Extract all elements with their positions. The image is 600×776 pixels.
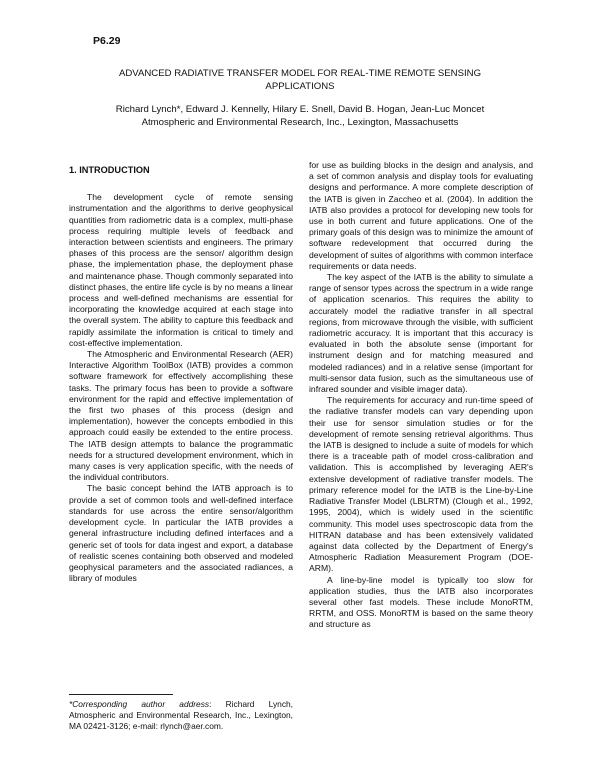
paragraph: The basic concept behind the IATB approach is to provide a set of common tools and well-defined interface standards for use across the entire sensor/algorithm development cycle. In particular the IATB provides a general infrastructure including defined interfaces and a generic set of tools for data ingest and export, a database of realistic scenes containing both observed and modeled geophysical parameters and the associated radiances, a library of modules [69, 483, 293, 584]
footnote [69, 699, 293, 733]
title-line-2: APPLICATIONS [265, 81, 335, 92]
affiliation: Atmospheric and Environmental Research, Inc., Lexington, Massachusetts [141, 117, 459, 128]
left-column [69, 160, 293, 584]
footnote-divider [69, 694, 173, 695]
paper-title [95, 67, 505, 93]
paragraph: The Atmospheric and Environmental Research (AER) Interactive Algorithm ToolBox (IATB) provides a common software framework for effectively accomplishing these tasks. The primary focus has been to provide a software environment for the rapid and effective implementation of the first two phases of this process (design and implementation), however the concepts embodied in this approach could easily be extended to the entire process. The IATB design attempts to balance the programmatic needs for a structured development environment, which in many cases is very application specific, with the needs of the individual contributors. [69, 349, 293, 483]
title-line-1: ADVANCED RADIATIVE TRANSFER MODEL FOR REAL-TIME REMOTE SENSING [118, 68, 482, 79]
section-heading: 1. INTRODUCTION [69, 165, 150, 175]
paragraph: The key aspect of the IATB is the ability to simulate a range of sensor types across the spectrum in a wide range of application scenarios. This requires the ability to accurately model the radiative transfer in all spectral regions, from microwave through the visible, with sufficient radiometric accuracy. It is important that this accuracy is evaluated in both the absolute sense (important for instrument design and for matching measured and modeled radiances) and in a relative sense (important for multi-sensor data fusion, such as the simultaneous use of infrared sounder and visible imager data). [309, 272, 533, 395]
author-block [70, 103, 530, 129]
paragraph: The requirements for accuracy and run-time speed of the radiative transfer models can vary depending upon their use for sensor simulation studies or for the development of remote sensing retrieval algorithms. Thus the IATB is designed to include a suite of models for which there is a traceable path of model cross-calibration and validation. This is accomplished by leveraging AER's extensive development of radiative transfer models. The primary reference model for the IATB is the Line-by-Line Radiative Transfer Model (LBLRTM) (Clough et al., 1992, 1995, 2004), which is widely used in the scientific community. This model uses spectroscopic data from the HITRAN database and has been extensively validated against data collected by the Department of Energy's Atmospheric Radiation Measurement Program (DOE-ARM). [309, 395, 533, 574]
author-list: Richard Lynch*, Edward J. Kennelly, Hilary E. Snell, David B. Hogan, Jean-Luc Moncet [115, 104, 485, 115]
footnote-text: : Richard Lynch, Atmospheric and Environmental Research, Inc., Lexington, MA 02421-3126; e-mail: rlynch@aer.com. [69, 699, 293, 732]
footnote-label: *Corresponding author address [69, 699, 210, 709]
paragraph: The development cycle of remote sensing instrumentation and the algorithms to derive geophysical quantities from radiometric data is a complex, multi-phase process requiring multiple levels of feedback and interaction between scientists and engineers. The primary phases of this process are the sensor/ algorithm design phase, the implementation phase, the deployment phase and maintenance phase. Though commonly separated into distinct phases, the entire life cycle is by no means a linear process and well-defined mechanisms are essential for incorporating the knowledge acquired at each stage into the overall system. The ability to capture this feedback and rapidly assimilate the information is critical to timely and cost-effective implementation. [69, 192, 293, 348]
paper-id: P6.29 [93, 35, 121, 47]
paragraph: for use as building blocks in the design and analysis, and a set of common analysis and display tools for evaluating designs and performance. A more complete description of the IATB is given in Zaccheo et al. (2004). In addition the IATB also provides a protocol for developing new tools for use in both current and future applications. One of the primary goals of this design was to minimize the amount of software redevelopment that occurred during the development of suites of algorithms with common interface requirements or data needs. [309, 160, 533, 271]
paragraph: A line-by-line model is typically too slow for application studies, thus the IATB also incorporates several other fast models. These include MonoRTM, RRTM, and OSS. MonoRTM is based on the same theory and structure as [309, 574, 533, 630]
right-column [309, 160, 533, 631]
